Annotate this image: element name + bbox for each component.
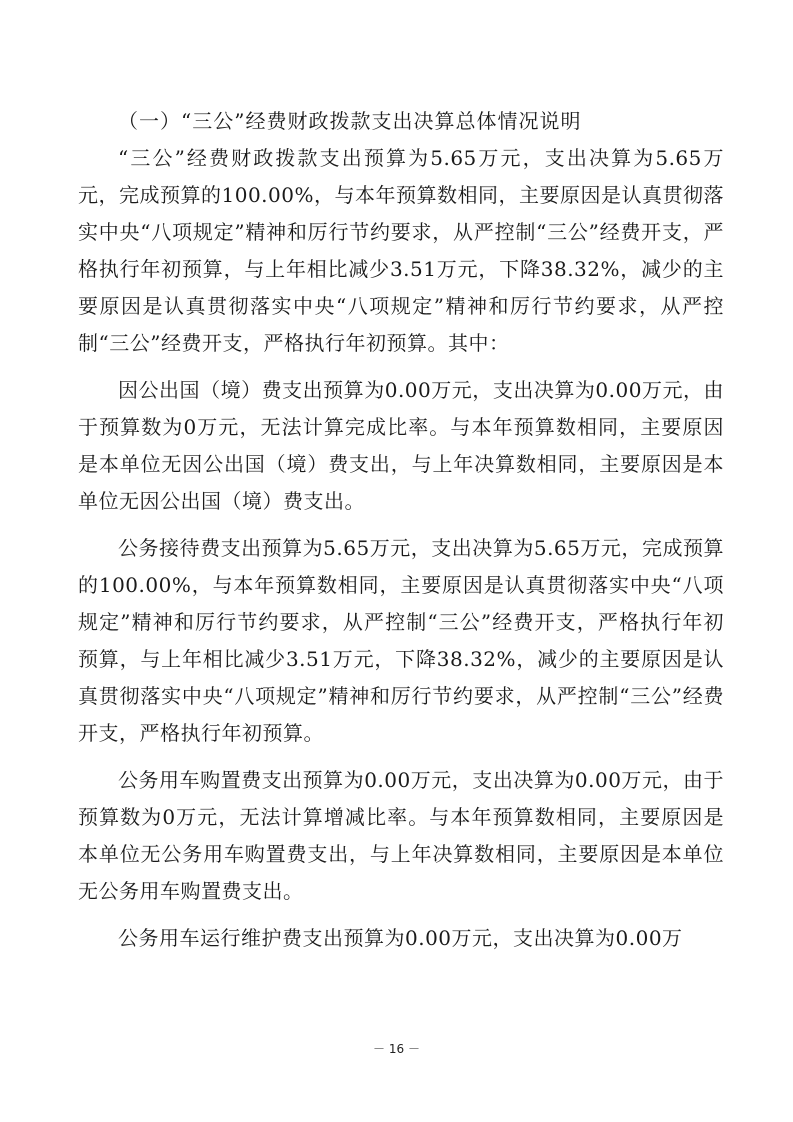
paragraph-overseas-travel: 因公出国（境）费支出预算为0.00万元，支出决算为0.00万元，由于预算数为0万元，无法计算完成比率。与本年预算数相同，主要原因是本单位无因公出国（境）费支出，与上年决算数相同，主要原因是本单位无因公出国（境）费支出。	[78, 378, 724, 513]
paragraph-summary: “三公”经费财政拨款支出预算为5.65万元，支出决算为5.65万元，完成预算的100.00%，与本年预算数相同，主要原因是认真贯彻落实中央“八项规定”精神和厉行节约要求，从严控制“三公”经费开支，严格执行年初预算，与上年相比减少3.51万元，下降38.32%，减少的主要原因是认真贯彻落实中央“八项规定”精神和厉行节约要求，从严控制“三公”经费开支，严格执行年初预算。其中：	[78, 146, 724, 355]
paragraph-vehicle-maintenance: 公务用车运行维护费支出预算为0.00万元，支出决算为0.00万	[118, 926, 683, 950]
paragraph-official-reception: 公务接待费支出预算为5.65万元，支出决算为5.65万元，完成预算的100.00%，与本年预算数相同，主要原因是认真贯彻落实中央“八项规定”精神和厉行节约要求，从严控制“三公”经费开支，严格执行年初预算，与上年相比减少3.51万元，下降38.32%，减少的主要原因是认真贯彻落实中央“八项规定”精神和厉行节约要求，从严控制“三公”经费开支，严格执行年初预算。	[78, 536, 724, 745]
section-heading: （一）“三公”经费财政拨款支出决算总体情况说明	[118, 109, 582, 133]
paragraph-vehicle-purchase: 公务用车购置费支出预算为0.00万元，支出决算为0.00万元，由于预算数为0万元，无法计算增减比率。与本年预算数相同，主要原因是本单位无公务用车购置费支出，与上年决算数相同，主要原因是本单位无公务用车购置费支出。	[78, 768, 724, 903]
page-number: － 16 －	[373, 1042, 420, 1056]
document-body	[78, 103, 724, 957]
